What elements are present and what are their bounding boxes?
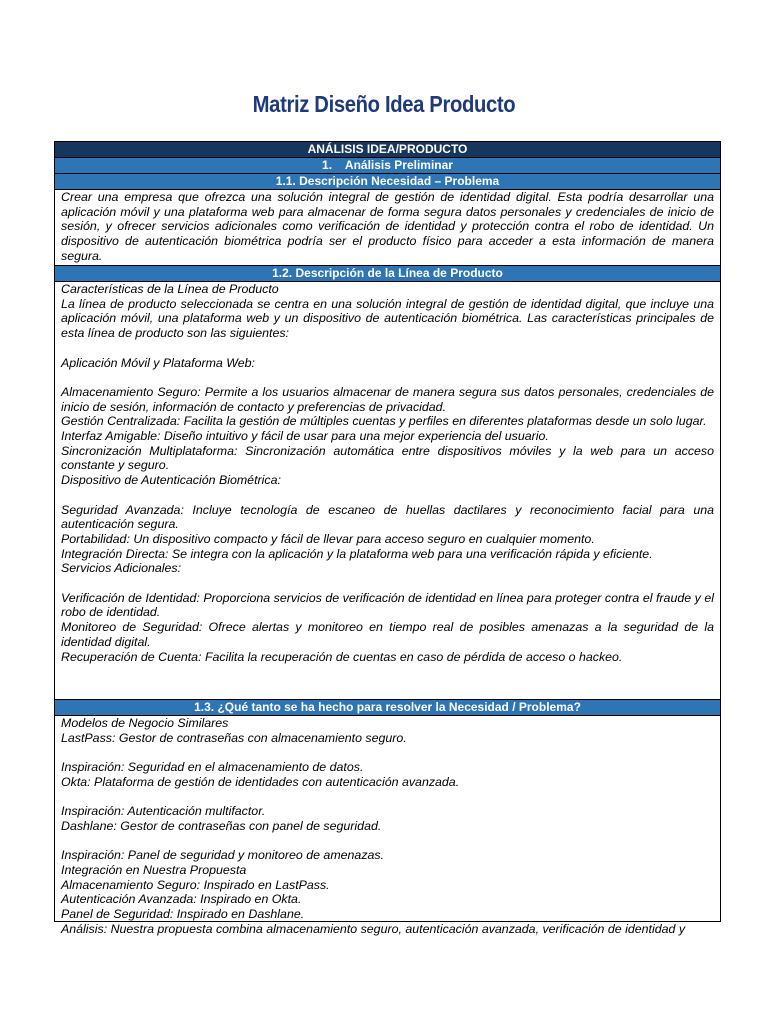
blank-line — [61, 790, 714, 805]
section-header-1-2: 1.2. Descripción de la Línea de Producto — [55, 266, 720, 282]
section-1-2-line: Seguridad Avanzada: Incluye tecnología de escaneo de huellas dactilares y reconocimiento facial para una autenticación segura. — [61, 502, 718, 532]
section-1-3-line: Okta: Plataforma de gestión de identidades con autenticación avanzada. — [61, 774, 460, 789]
section-1-2-line: Monitoreo de Seguridad: Ofrece alertas y monitoreo en tiempo real de posibles amenazas a la seguridad de la identidad digital. — [61, 620, 718, 649]
section-1-2-line: Dispositivo de Autenticación Biométrica: — [61, 473, 281, 488]
section-1-2-body — [55, 282, 720, 700]
blank-line — [61, 745, 714, 760]
analysis-matrix-table — [54, 141, 721, 936]
section-1-3-line: Modelos de Negocio Similares — [61, 716, 229, 730]
section-1-3-line: LastPass: Gestor de contraseñas con almacenamiento seguro. — [61, 730, 407, 745]
section-1-2-line: Sincronización Multiplataforma: Sincronización automática entre dispositivos móviles y la web para un acceso constante y seguro. — [61, 443, 718, 473]
section-1-3-line: Integración en Nuestra Propuesta — [61, 862, 247, 877]
section-header-1-1: 1.1. Descripción Necesidad – Problema — [55, 174, 720, 190]
section-1-2-line: Verificación de Identidad: Proporciona servicios de verificación de identidad en línea para proteger contra el fraude y el robo de identidad. — [61, 590, 718, 620]
section-1-2-line: Portabilidad: Un dispositivo compacto y fácil de llevar para acceso seguro en cualquier momento. — [61, 531, 595, 546]
section-1-3-line: Inspiración: Panel de seguridad y monitoreo de amenazas. — [61, 848, 385, 863]
section-header-1-3: 1.3. ¿Qué tanto se ha hecho para resolver la Necesidad / Problema? — [55, 700, 720, 716]
section-1-2-line: Características de la Línea de Producto — [61, 282, 279, 296]
section-1-3-line: Almacenamiento Seguro: Inspirado en LastPass. — [61, 877, 330, 892]
section-1-2-line: Aplicación Móvil y Plataforma Web: — [61, 355, 255, 370]
section-1-1-text: Crear una empresa que ofrezca una solución integral de gestión de identidad digital. Esta podría desarrollar una aplicación móvil y una plataforma web para almacenar de forma segura datos personales y credenciales de inicio de sesión, y ofrecer servicios adicionales como verificación de identidad y protección contra el robo de identidad. Un dispositivo de autenticación biométrica podría ser el producto físico para acceder a esta información de manera segura. — [55, 190, 720, 266]
page-title: Matriz Diseño Idea Producto — [252, 91, 516, 117]
section-1-2-line: Gestión Centralizada: Facilita la gestión de múltiples cuentas y perfiles en diferentes plataformas desde un solo lugar. — [61, 414, 707, 429]
section-1-2-line: Recuperación de Cuenta: Facilita la recuperación de cuentas en caso de pérdida de acceso o hackeo. — [61, 649, 623, 664]
blank-line — [61, 341, 714, 356]
section-1-3-line: Dashlane: Gestor de contraseñas con panel de seguridad. — [61, 818, 382, 833]
section-1-3-line: Inspiración: Autenticación multifactor. — [61, 804, 266, 819]
section-1-2-line: Servicios Adicionales: — [61, 561, 182, 576]
blank-line — [61, 834, 714, 849]
blank-line — [61, 576, 714, 591]
blank-line — [61, 370, 714, 385]
section-header-1: 1. Análisis Preliminar — [55, 158, 720, 174]
section-1-3-line: Inspiración: Seguridad en el almacenamiento de datos. — [61, 760, 364, 775]
section-1-2-line: Interfaz Amigable: Diseño intuitivo y fácil de usar para una mejor experiencia del usuario. — [61, 429, 549, 443]
blank-line — [61, 488, 714, 503]
section-1-2-line: Integración Directa: Se integra con la aplicación y la plataforma web para una verificación rápida y eficiente. — [61, 546, 653, 561]
table-header-main: ANÁLISIS IDEA/PRODUCTO — [55, 142, 720, 158]
section-1-3-line: Panel de Seguridad: Inspirado en Dashlane. — [61, 907, 305, 922]
section-1-3-body — [55, 716, 720, 939]
section-1-2-line: Almacenamiento Seguro: Permite a los usuarios almacenar de manera segura sus datos personales, credenciales de inicio de sesión, información de contacto y preferencias de privacidad. — [61, 384, 718, 414]
section-1-2-line: La línea de producto seleccionada se centra en una solución integral de gestión de identidad digital, que incluye una aplicación móvil, una plataforma web y un dispositivo de autenticación biométrica. Las características principales de esta línea de producto son las siguientes: — [61, 296, 718, 341]
section-1-3-line: Análisis: Nuestra propuesta combina almacenamiento seguro, autenticación avanzada, verificación de identidad y — [61, 921, 686, 936]
section-1-3-line: Autenticación Avanzada: Inspirado en Okta. — [61, 892, 302, 907]
